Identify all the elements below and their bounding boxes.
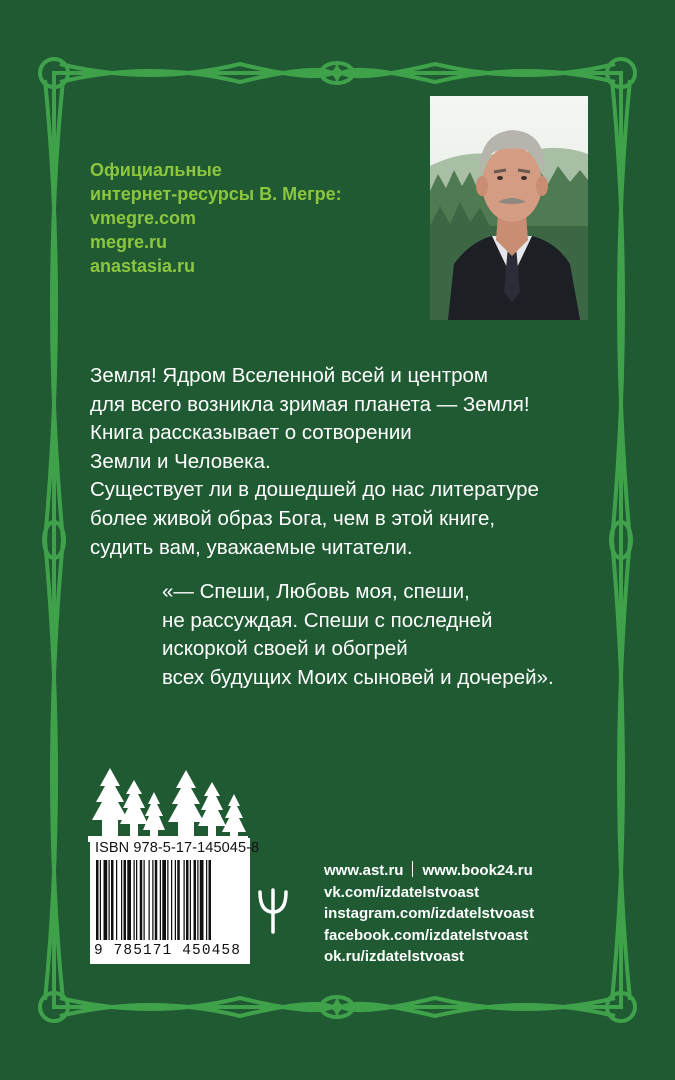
- official-resources: [90, 158, 342, 278]
- publisher-logo-icon: [256, 888, 290, 934]
- quote-line: искоркой своей и обогрей: [162, 637, 408, 661]
- resources-heading-2: интернет-ресурсы В. Мегре:: [90, 184, 342, 204]
- isbn: ISBN 978-5-17-145045-8: [95, 840, 260, 856]
- description-line: Существует ли в дошедшей до нас литературе: [90, 478, 539, 502]
- description-line: Земля! Ядром Вселенной всей и центром: [90, 364, 489, 387]
- description-line: Земли и Человека.: [90, 449, 271, 473]
- resources-heading-1: Официальные: [90, 160, 222, 180]
- barcode: [90, 838, 260, 964]
- link-instagram[interactable]: instagram.com/izdatelstvoast: [324, 905, 535, 922]
- description-line: Книга рассказывает о сотворении: [90, 421, 412, 445]
- book-quote: [162, 578, 554, 692]
- quote-line: всех будущих Моих сыновей и дочерей».: [162, 665, 554, 689]
- description-line: более живой образ Бога, чем в этой книге,: [90, 506, 496, 530]
- barcode-number: 9 785171 450458: [94, 943, 242, 959]
- book-description: [90, 362, 539, 562]
- publisher-sites-row: [324, 860, 534, 882]
- link-facebook[interactable]: facebook.com/izdatelstvoast: [324, 926, 529, 944]
- link-book24[interactable]: www.book24.ru: [422, 862, 533, 879]
- quote-line: не рассуждая. Спеши с последней: [162, 608, 493, 632]
- quote-line: «— Спеши, Любовь моя, спеши,: [162, 580, 470, 603]
- link-ast[interactable]: www.ast.ru: [324, 862, 404, 879]
- divider: [412, 861, 413, 877]
- link-ok[interactable]: ok.ru/izdatelstvoast: [324, 948, 465, 965]
- resource-link-vmegre[interactable]: vmegre.com: [90, 208, 197, 228]
- description-line: судить вам, уважаемые читатели.: [90, 535, 413, 559]
- publisher-links: [324, 860, 534, 968]
- resource-link-megre[interactable]: megre.ru: [90, 232, 168, 252]
- author-photo: [430, 96, 588, 320]
- description-line: для всего возникла зримая планета — Земля!: [90, 392, 530, 416]
- link-vk[interactable]: vk.com/izdatelstvoast: [324, 883, 480, 901]
- resource-link-anastasia[interactable]: anastasia.ru: [90, 256, 196, 276]
- forest-logo-icon: [88, 768, 248, 842]
